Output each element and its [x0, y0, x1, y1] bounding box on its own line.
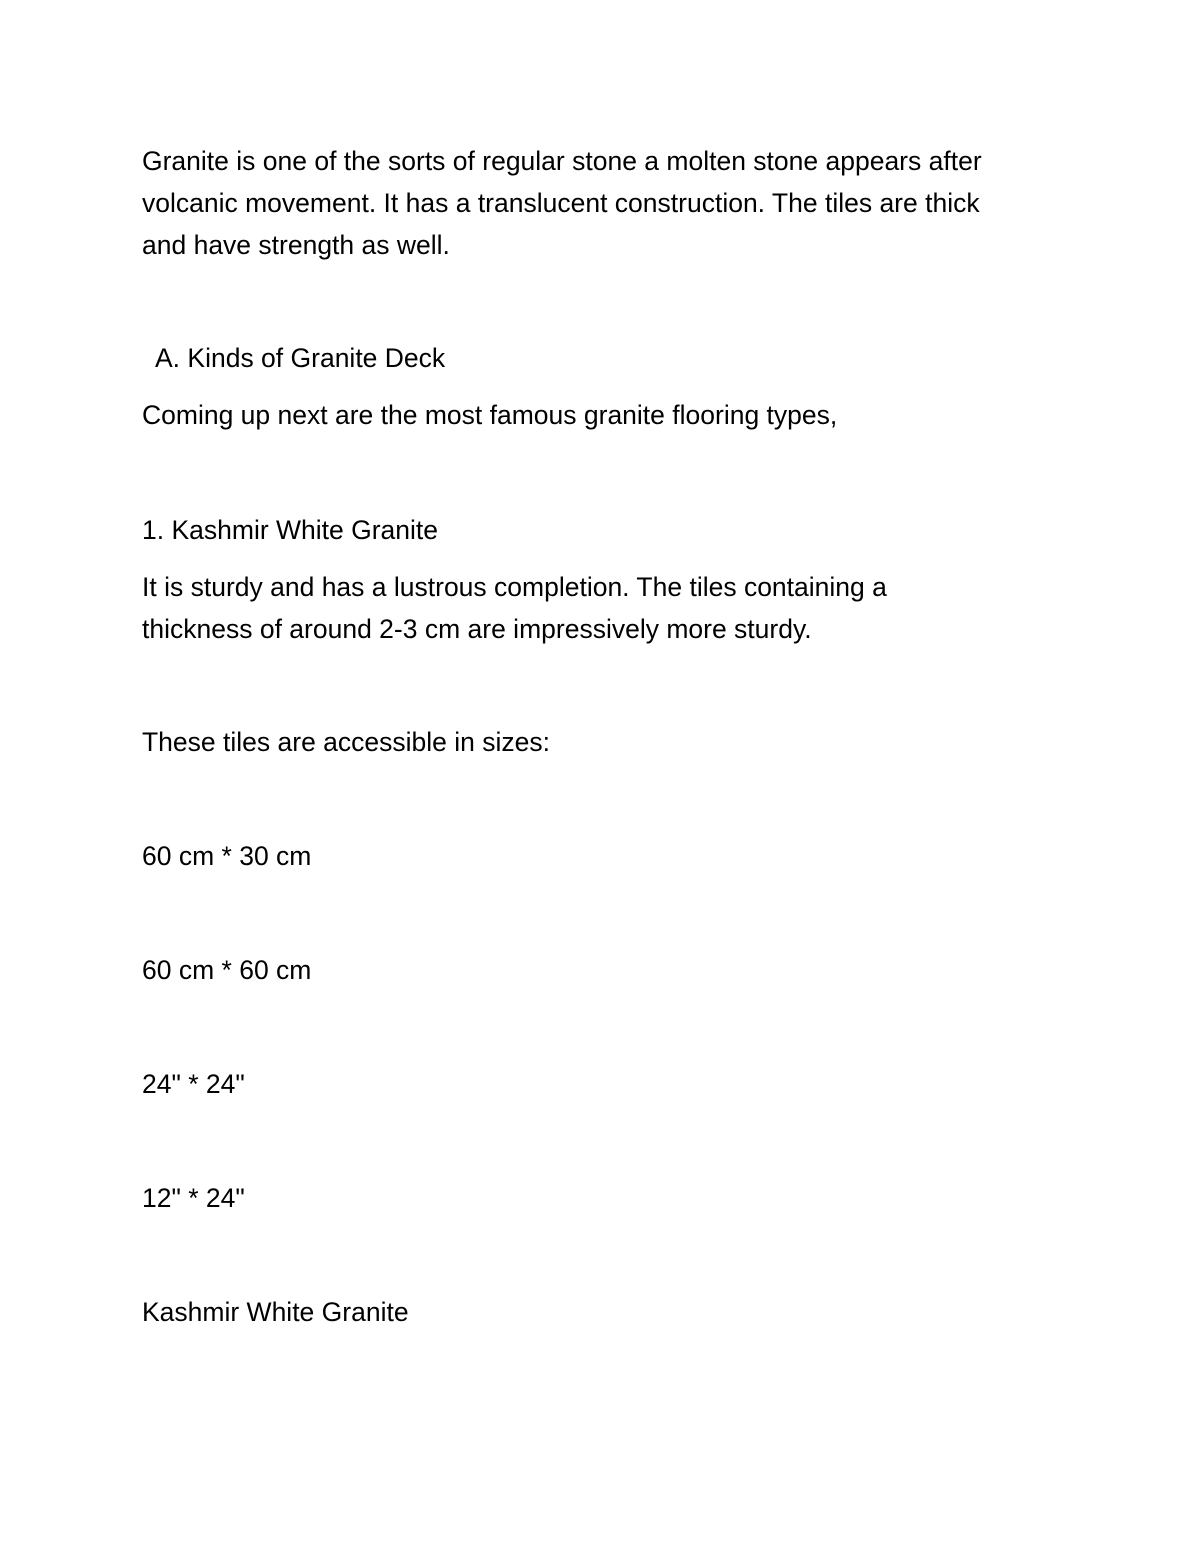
closing-label: Kashmir White Granite — [142, 1297, 409, 1327]
intro-line-1: Granite is one of the sorts of regular stone a molten stone appears after — [142, 146, 982, 176]
size-item: 60 cm * 30 cm — [142, 841, 312, 871]
intro-line-3: and have strength as well. — [142, 230, 450, 260]
section-intro: Coming up next are the most famous granite flooring types, — [142, 400, 838, 430]
size-item: 60 cm * 60 cm — [142, 955, 312, 985]
section-heading: A. Kinds of Granite Deck — [155, 343, 446, 373]
item-heading: 1. Kashmir White Granite — [142, 515, 439, 545]
size-item: 12" * 24" — [142, 1183, 245, 1213]
intro-line-2: volcanic movement. It has a translucent construction. The tiles are thick — [142, 188, 980, 218]
item-description-line-1: It is sturdy and has a lustrous completion. The tiles containing a — [142, 572, 887, 602]
item-description-line-2: thickness of around 2-3 cm are impressively more sturdy. — [142, 614, 812, 644]
size-item: 24" * 24" — [142, 1069, 245, 1099]
sizes-intro: These tiles are accessible in sizes: — [142, 727, 550, 757]
